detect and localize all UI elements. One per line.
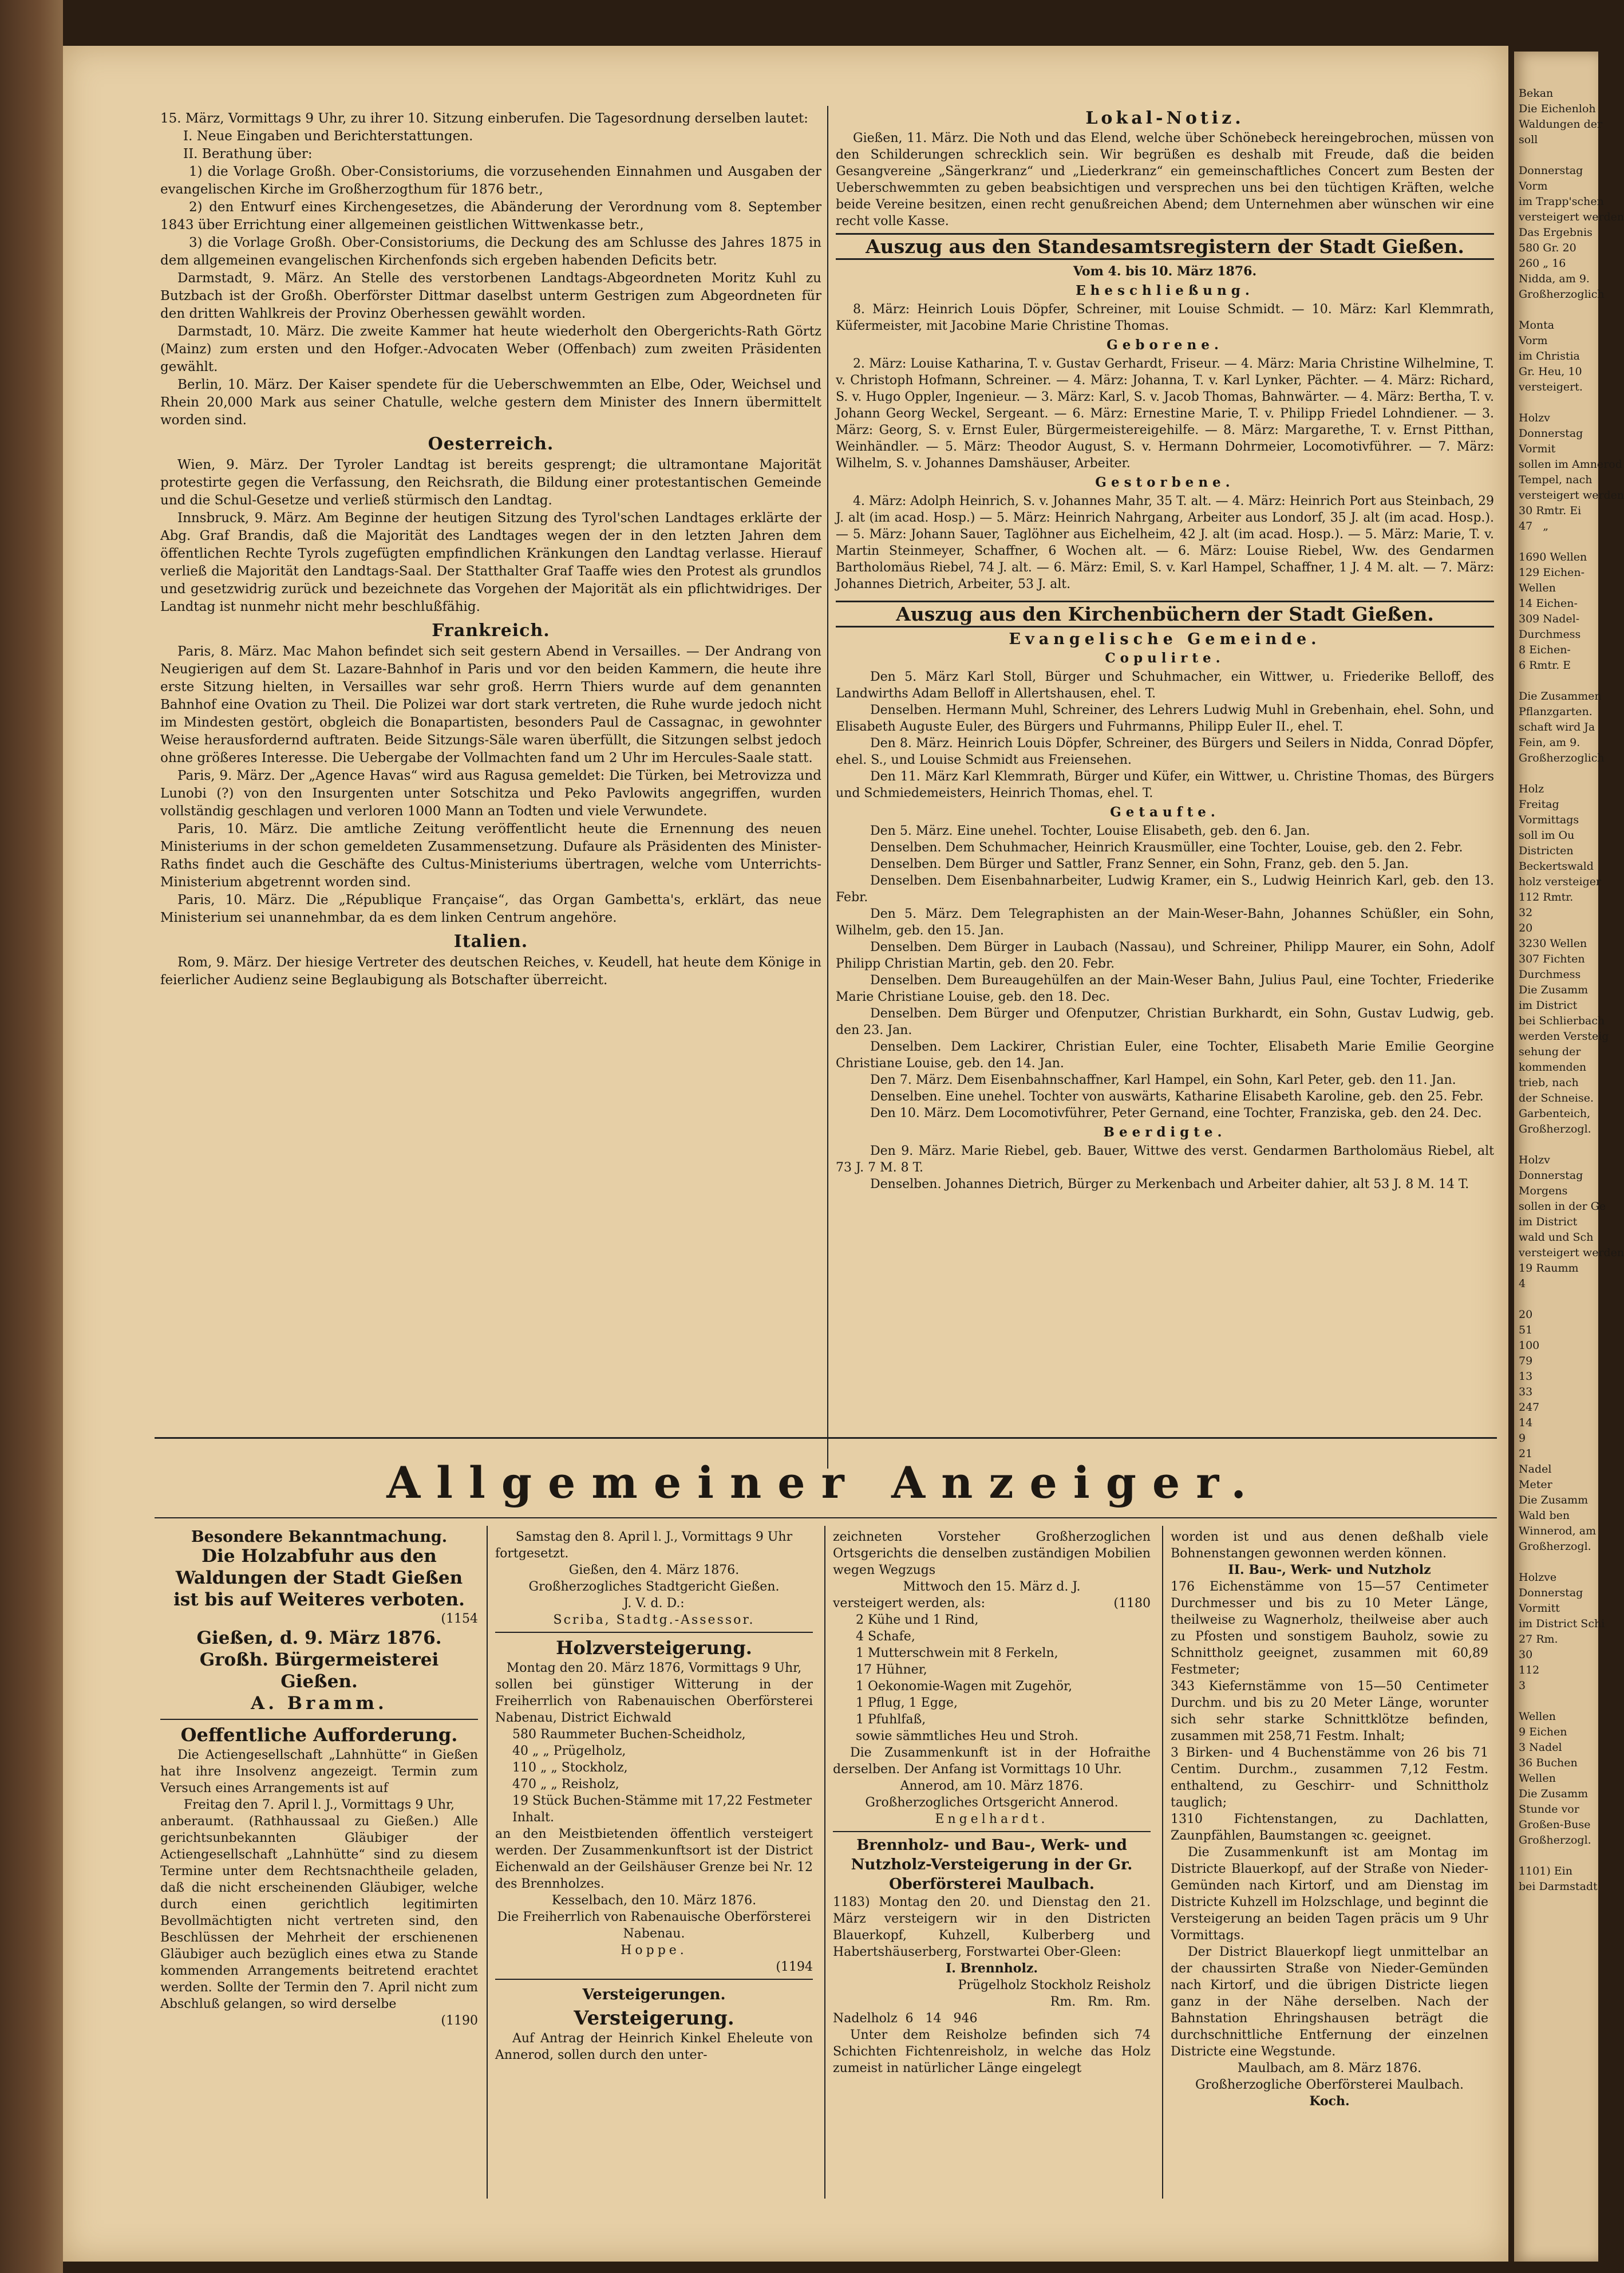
column-rule xyxy=(824,1526,825,2199)
ad-heading: Versteigerung. xyxy=(574,2007,734,2030)
ad-text: 1183) Montag den 20. und Dienstag den 21. März versteigern wir in den Districten Blauerkopf, Kuhzell, Kulberberg und Habertshäuserberg, Forstwartei Ober-Gleen: xyxy=(833,1895,1151,1959)
ad-row: 40 „ „ Prügelholz, xyxy=(512,1744,626,1758)
ad-date: Freitag den 7. April l. J., Vormittags 9 Uhr, xyxy=(183,1798,455,1812)
gestorbene-text: 4. März: Adolph Heinrich, S. v. Johannes Mahr, 35 T. alt. — 4. März: Heinrich Port aus Steinbach, 29 J. alt (im acad. Hosp.) — 5. März: Heinrich Nahrgang, Arbeiter aus Londorf, 35 J. alt (im acad. Hosp.). — 5. März: Johann Sauer, Taglöhner aus Eichelheim, 42 J. alt (im acad. Hosp.). — 5. März: Marie, T. v. Martin Steinmeyer, Schaffner, 6 Wochen alt. — 6. März: Louise Riebel, Ww. des Gendarmen Bartholomäus Riebel, 74 J. alt. — 6. März: Emil, S. v. Karl Hampel, Schaffner, 1 J. 4 M. alt. — 7. März: Johannes Dietrich, Arbeiter, 53 J. alt. xyxy=(836,494,1494,591)
ad-place-date: Annerod, am 10. März 1876. xyxy=(900,1779,1084,1793)
ad-item: 1 Oekonomie-Wagen mit Zugehör, xyxy=(856,1679,1073,1694)
book-binding xyxy=(0,0,63,2273)
news-column-right xyxy=(836,110,1494,1193)
ad-row: 110 „ „ Stockholz, xyxy=(512,1761,628,1775)
ad-heading: Besondere Bekanntmachung. xyxy=(191,1528,448,1546)
ad-place-date: Gießen, den 4. März 1876. xyxy=(568,1563,740,1577)
getaufte-entry: Den 10. März. Dem Locomotivführer, Peter Gernand, eine Tochter, Franziska, geb. den 24. Dec. xyxy=(870,1106,1482,1120)
getaufte-entry: Denselben. Dem Bürger in Laubach (Nassau), und Schreiner, Philipp Maurer, ein Sohn, Adolf Philipp Christian Martin, geb. den 20. Febr. xyxy=(836,940,1494,971)
agenda-item: 3) die Vorlage Großh. Ober-Consistoriums, die Deckung des am Schlusse des Jahres 1875 in dem allgemeinen evangelischen Kirchenfonds sich ergeben habenden Deficits betr. xyxy=(160,235,821,268)
newspaper-page xyxy=(63,46,1508,2262)
ad-signature-name: Koch. xyxy=(1309,2094,1350,2109)
ad-item: 176 Eichenstämme von 15—57 Centimeter Durchmesser und bis zu 10 Meter Länge, theilweise zu Wagnerholz, theilweise aber auch zu Pfosten und sonstigem Bauholz, sowie zu Schnittholz geeignet, zusammen mit 60,89 Festmeter; xyxy=(1171,1580,1488,1677)
ad-item: 1310 Fichtenstangen, zu Dachlatten, Zaunpfählen, Baumstangen ꝛc. geeignet. xyxy=(1171,1812,1488,1843)
column-rule xyxy=(1162,1526,1163,2199)
ad-text-span: versteigert werden, als: xyxy=(833,1596,986,1611)
ad-item: 4 Schafe, xyxy=(856,1629,915,1644)
ad-item: 2 Kühe und 1 Rind, xyxy=(856,1613,979,1627)
beerdigte-entry: Den 9. März. Marie Riebel, geb. Bauer, Wittwe des verst. Gendarmen Bartholomäus Riebel, alt 73 J. 7 M. 8 T. xyxy=(836,1144,1494,1175)
masthead-allgemeiner-anzeiger: Allgemeiner Anzeiger. xyxy=(386,1457,1262,1508)
ad-column-1 xyxy=(160,1529,478,2029)
ad-item: 1 Pfuhlfaß, xyxy=(856,1712,926,1727)
ad-signature: Großherzogliche Oberförsterei Maulbach. xyxy=(1195,2078,1464,2092)
ad-date: Samstag den 8. April l. J., Vormittags 9 Uhr xyxy=(515,1530,793,1544)
getaufte-entry: Den 5. März. Eine unehel. Tochter, Louise Elisabeth, geb. den 6. Jan. xyxy=(870,824,1310,838)
ad-text: sollen bei günstiger Witterung in der Freiherrlich von Rabenauischen Oberförsterei Nabenau, District Eichwald xyxy=(495,1678,813,1725)
news-paris-3: Paris, 10. März. Die amtliche Zeitung veröffentlicht heute die Ernennung des neuen Ministeriums in der schon gemeldeten Zusammensetzung. Dufaure als Präsidenten des Minister-Raths findet auch die Geschäfte des Cultus-Ministeriums übertragen, welche vom Unterrichts-Ministerium abgetrennt worden sind. xyxy=(160,822,821,890)
ad-column-4 xyxy=(1171,1529,1488,2110)
agenda-item: II. Berathung über: xyxy=(183,147,313,161)
section-heading-oesterreich: Oesterreich. xyxy=(428,434,554,454)
news-paris-1: Paris, 8. März. Mac Mahon befindet sich seit gestern Abend in Versailles. — Der Andrang von Neugierigen auf dem St. Lazare-Bahnhof in Paris und vor den beiden Kammern, die heute ihre erste Sitzung hielten, in Versailles war sehr groß. Herrn Thiers wurde auf dem genannten Bahnhof eine Ovation zu Theil. Die Polizei war dort stark vertreten, die Ruhe wurde jedoch nicht im Mindesten gestört, obgleich die Bonapartisten, besonders Paul de Cassagnac, in gewohnter Weise herausfordernd auftraten. Beide Sitzungs-Säle waren überfüllt, die Sitzungen selbst jedoch ohne größeres Interesse. Die Uebergabe der Vollmachten fand um 2 Uhr im Hercules-Saale statt. xyxy=(160,644,821,765)
ad-text: fortgesetzt. xyxy=(495,1546,569,1561)
ad-place-date: Kesselbach, den 10. März 1876. xyxy=(551,1893,757,1908)
ad-text: Auf Antrag der Heinrich Kinkel Eheleute von Annerod, sollen durch den unter- xyxy=(495,2031,813,2062)
geborene-heading: Geborene. xyxy=(1107,337,1223,353)
beerdigte-entry: Denselben. Johannes Dietrich, Bürger zu Merkenbach und Arbeiter dahier, alt 53 J. 8 M. 14 T. xyxy=(870,1177,1469,1191)
agenda-item: 1) die Vorlage Großh. Ober-Consistoriums, die vorzusehenden Einnahmen und Ausgaben der evangelischen Kirche im Großherzogthum für 1876 betr., xyxy=(160,164,821,197)
news-innsbruck: Innsbruck, 9. März. Am Beginne der heutigen Sitzung des Tyrol'schen Landtages erklärte der Abg. Graf Brandis, daß die Majorität des Landtages wegen der in den letzten Jahren dem öffentlichen Rechte Tyrols zugefügten empfindlichen Kränkungen den Landtag verlasse. Hierauf verließ die Majorität den Landtags-Saal. Der Statthalter Graf Taaffe wies den Protest als grundlos und gesetzwidrig zurück und bezeichnete das Vorgehen der Majorität als ein pflichtwidriges. Der Landtag ist nunmehr nicht mehr beschlußfähig. xyxy=(160,511,821,614)
copulirte-entry: Denselben. Hermann Muhl, Schreiner, des Lehrers Ludwig Muhl in Grebenhain, ehel. Sohn, und Elisabeth Auguste Euler, des Bürgers und Fuhrmanns, Philipp Euler II., ehel. T. xyxy=(836,703,1494,734)
ad-row: 470 „ „ Reisholz, xyxy=(512,1777,619,1791)
ad-text xyxy=(833,1595,1151,1612)
ad-bold-notice: Die Holzabfuhr aus den Waldungen der Stadt Gießen ist bis auf Weiteres verboten. xyxy=(173,1546,465,1610)
agenda-item: I. Neue Eingaben und Berichterstattungen. xyxy=(183,129,473,144)
ad-signature: Die Freiherrlich von Rabenauische Oberförsterei Nabenau. xyxy=(497,1910,811,1941)
ad-text: an den Meistbietenden öffentlich versteigert werden. Der Zusammenkunftsort ist der District Eichenwald an der Geilshäuser Grenze bei Nr. 12 des Brennholzes. xyxy=(495,1827,813,1891)
eheschliessung-heading: Eheschließung. xyxy=(1076,283,1254,298)
getaufte-entry: Denselben. Dem Bürger und Ofenputzer, Christian Burkhardt, ein Sohn, Gustav Ludwig, geb. den 23. Jan. xyxy=(836,1007,1494,1037)
ad-heading: Oeffentliche Aufforderung. xyxy=(180,1724,458,1746)
ad-number: (1180 xyxy=(1113,1596,1151,1611)
getaufte-entry: Den 5. März. Dem Telegraphisten an der Main-Weser-Bahn, Johannes Schüßler, ein Sohn, Wilhelm, geb. den 15. Jan. xyxy=(836,907,1494,938)
ad-signature: Großherzogliches Ortsgericht Annerod. xyxy=(865,1795,1119,1810)
evangelische-gemeinde-heading: Evangelische Gemeinde. xyxy=(1009,630,1321,648)
news-wien: Wien, 9. März. Der Tyroler Landtag ist bereits gesprengt; die ultramontane Majorität protestirte gegen die Verfassung, den Reichsrath, die Bildung einer protestantischen Gemeinde und die Schul-Gesetze und verließ stürmisch den Landtag. xyxy=(160,457,821,508)
masthead-rule-top xyxy=(155,1437,1497,1439)
ad-table-header: Prügelholz Stockholz Reisholz xyxy=(958,1978,1151,1992)
ad-signature-name: Scriba, Stadtg.-Assessor. xyxy=(553,1613,755,1627)
ad-text: Die Zusammenkunft ist am Montag im Districte Blauerkopf, auf der Straße von Nieder-Gemünden nach Kirtorf, und am Dienstag im Districte Kuhzell im Holzschlage, und beginnt die Versteigerung an beiden Tagen präcis um 9 Uhr Vormittags. xyxy=(1171,1845,1488,1943)
agenda-intro: 15. März, Vormittags 9 Uhr, zu ihrer 10. Sitzung einberufen. Die Tagesordnung derselben lautet: xyxy=(160,111,808,126)
kirchenbuch-heading: Auszug aus den Kirchenbüchern der Stadt Gießen. xyxy=(836,601,1494,628)
column-rule xyxy=(827,106,828,1469)
ad-signature: Großherzogliches Stadtgericht Gießen. xyxy=(528,1580,780,1594)
eheschliessung-text: 8. März: Heinrich Louis Döpfer, Schreiner, mit Louise Schmidt. — 10. März: Karl Klemmrath, Küfermeister, mit Jacobine Marie Christine Thomas. xyxy=(836,302,1494,333)
news-column-left xyxy=(160,110,821,989)
lokal-notiz: Gießen, 11. März. Die Noth und das Elend, welche über Schönebeck hereingebrochen, müssen von den Schilderungen schrecklich sein. Wir begrüßen es deshalb mit Freude, daß die beiden Gesangvereine „Sängerkranz“ und „Liederkranz“ ein gemeinschaftliches Concert zum Besten der Ueberschwemmten zu geben beabsichtigen und versprechen uns bei den tüchtigen Kräften, welche beide Vereine besitzen, einen recht genußreichen Abend; dem Unternehmen aber wünschen wir eine recht volle Kasse. xyxy=(836,131,1494,228)
ad-text: Unter dem Reisholze befinden sich 74 Schichten Fichtenreisholz, in welche das Holz zumeist in natürlicher Länge eingelegt xyxy=(833,2028,1151,2075)
ad-section: II. Bau-, Werk- und Nutzholz xyxy=(1228,1562,1431,1577)
beerdigte-heading: Beerdigte. xyxy=(1103,1124,1227,1140)
news-paris-4: Paris, 10. März. Die „République Française“, das Organ Gambetta's, erklärt, das neue Ministerium sei unannehmbar, da es dem linken Centrum angehöre. xyxy=(160,893,821,925)
ad-column-2 xyxy=(495,1529,813,2063)
ad-text: Die Actiengesellschaft „Lahnhütte“ in Gießen hat ihre Insolvenz angezeigt. Termin zum Versuch eines Arrangements ist auf xyxy=(160,1748,478,1795)
getaufte-entry: Denselben. Dem Bureaugehülfen an der Main-Weser Bahn, Julius Paul, eine Tochter, Friederike Marie Christiane Louise, geb. den 18. Dec. xyxy=(836,973,1494,1004)
ad-date: Montag den 20. März 1876, Vormittags 9 Uhr, xyxy=(506,1661,802,1675)
ad-item: 17 Hühner, xyxy=(856,1663,927,1677)
ad-column-3 xyxy=(833,1529,1151,2077)
copulirte-entry: Den 8. März. Heinrich Louis Döpfer, Schreiner, des Bürgers und Seilers in Nidda, Conrad Döpfer, ehel. S., und Louise Schmidt aus Freiensehen. xyxy=(836,736,1494,767)
ad-signature: Großh. Bürgermeisterei Gießen. xyxy=(199,1649,439,1692)
getaufte-entry: Denselben. Eine unehel. Tochter von auswärts, Katharine Elisabeth Karoline, geb. den 25. Febr. xyxy=(870,1090,1484,1104)
copulirte-entry: Den 11. März Karl Klemmrath, Bürger und Küfer, ein Wittwer, u. Christine Thomas, des Bürgers und Schmiedemeisters, Heinrich Thomas, ehel. T. xyxy=(836,769,1494,800)
ad-number: (1194 xyxy=(776,1960,813,1974)
ad-place-date: Gießen, d. 9. März 1876. xyxy=(196,1628,442,1648)
agenda-item: 2) den Entwurf eines Kirchengesetzes, die Abänderung der Verordnung vom 8. September 1843 über Errichtung einer allgemeinen geistlichen Wittwenkasse betr., xyxy=(160,200,821,232)
ad-number: (1154 xyxy=(441,1612,478,1626)
ad-signature-name: Engelhardt. xyxy=(935,1812,1049,1826)
getaufte-entry: Denselben. Dem Lackirer, Christian Euler, eine Tochter, Elisabeth Marie Emilie Georgine Christiane Louise, geb. den 14. Jan. xyxy=(836,1040,1494,1071)
news-berlin: Berlin, 10. März. Der Kaiser spendete für die Ueberschwemmten an Elbe, Oder, Weichsel und Rhein 20,000 Mark aus seiner Chatulle, welche gestern dem Minister des Innern übermittelt worden sind. xyxy=(160,377,821,428)
standesamt-dates: Vom 4. bis 10. März 1876. xyxy=(1073,264,1257,279)
ad-heading: Brennholz- und Bau-, Werk- und Nutzholz-Versteigerung in der Gr. Oberförsterei Maulbach. xyxy=(851,1837,1133,1893)
ad-item: 343 Kiefernstämme von 15—50 Centimeter Durchm. und bis zu 20 Meter Länge, worunter sich sehr starke Schnittklötze befinden, zusammen mit 258,71 Festm. Inhalt; xyxy=(1171,1679,1488,1743)
ad-signature-name: Hoppe. xyxy=(621,1943,687,1958)
adjacent-page-text: Bekan Die Eichenloh Waldungen der soll Donnerstag Vorm im Trapp'schen versteigert werden Das Ergebnis 580 Gr. 20 260 „ 16 Nidda, am 9. Großherzoglich Monta Vorm im Christia Gr. Heu, 10 versteigert. Holzv Donnerstag Vormit sollen im Amnerod Tempel, nach versteigert werden 30 Rmtr. Ei 47 „ 1690 Wellen 129 Eichen- Wellen 14 Eichen- 309 Nadel- Durchmess 8 Eichen- 6 Rmtr. E Die Zusammen Pflanzgarten. schaft wird Ja Fein, am 9. Großherzoglich Holz Freitag Vormittags soll im Ou Districten Beckertswald holz versteiger 112 Rmtr. 32 20 3230 Wellen 307 Fichten Durchmess Die Zusamm im District bei Schlierbach werden Versteig sehung der kommenden trieb, nach der Schneise. Garbenteich, Großherzogl. Holzv Donnerstag Morgens sollen in der Ge im District wald und Sch versteigert werden 19 Raumm 4 20 51 100 79 13 33 247 14 9 21 Nadel Meter Die Zusamm Wald ben Winnerod, am Großherzogl. Holzve Donnerstag Vormitt im District Schi 27 Rm. 30 112 3 Wellen 9 Eichen 3 Nadel 36 Buchen Wellen Die Zusamm Stunde vor Großen-Buse Großherzogl. 1101) Ein bei Darmstadt xyxy=(1519,87,1624,1893)
copulirte-heading: Copulirte. xyxy=(1105,650,1225,666)
ad-section: I. Brennholz. xyxy=(946,1961,1038,1976)
gestorbene-heading: Gestorbene. xyxy=(1095,475,1235,490)
ad-item: 1 Pflug, 1 Egge, xyxy=(856,1696,958,1710)
news-paris-2: Paris, 9. März. Der „Agence Havas“ wird aus Ragusa gemeldet: Die Türken, bei Metrovizza und Lunobi (?) von den Insurgenten unter Sotschitza und Peko Pavlowits angegriffen, wurden vollständig geschlagen und verloren 1000 Mann an Todten und viele Verwundete. xyxy=(160,768,821,819)
ad-text: anberaumt. (Rathhaussaal zu Gießen.) Alle gerichtsunbekannten Gläubiger der Actiengesellschaft „Lahnhütte“ sind zu diesem Termine unter dem Rechtsnachtheile geladen, daß die nicht erscheinenden Gläubiger, welche durch einen gerichtlich legitimirten Bevollmächtigten nicht vertreten sind, den Beschlüssen der Mehrheit der erschienenen Gläubiger auch bezüglich eines etwa zu Stande kommenden Arrangements beitretend erachtet werden. Sollte der Termin den 7. April nicht zum Abschluß gelangen, so wird derselbe xyxy=(160,1814,478,2011)
ad-text: Die Zusammenkunft ist in der Hofraithe derselben. Der Anfang ist Vormittags 10 Uhr. xyxy=(833,1746,1151,1777)
ad-heading: Holzversteigerung. xyxy=(556,1637,752,1659)
ad-table-row: Nadelholz 6 14 946 xyxy=(833,2011,978,2026)
ad-row: 19 Stück Buchen-Stämme mit 17,22 Festmeter Inhalt. xyxy=(512,1794,812,1825)
ad-row: 580 Raummeter Buchen-Scheidholz, xyxy=(512,1727,746,1742)
ad-text: Der District Blauerkopf liegt unmittelbar an der chaussirten Straße von Nieder-Gemünden nach Kirtorf, und die übrigen Districte liegen ganz in der Nähe derselben. Nach der Bahnstation Ehringshausen beträgt die durchschnittliche Entfernung der einzelnen Districte eine Wegstunde. xyxy=(1171,1945,1488,2059)
ad-signature: J. V. d. D.: xyxy=(623,1596,685,1611)
ad-date: Mittwoch den 15. März d. J. xyxy=(903,1580,1081,1594)
section-heading-lokal: Lokal-Notiz. xyxy=(1085,108,1244,128)
ad-text: zeichneten Vorsteher Großherzoglichen Ortsgerichts die denselben zuständigen Mobilien wegen Wegzugs xyxy=(833,1530,1151,1577)
adjacent-page-edge xyxy=(1514,52,1624,2262)
news-darmstadt-1: Darmstadt, 9. März. An Stelle des verstorbenen Landtags-Abgeordneten Moritz Kuhl zu Butzbach ist der Großh. Oberförster Dittmar daselbst unterm Gestrigen zum Abgeordneten für den dritten Wahlkreis der Provinz Oberhessen gewählt worden. xyxy=(160,271,821,321)
news-rom: Rom, 9. März. Der hiesige Vertreter des deutschen Reiches, v. Keudell, hat heute dem Könige in feierlicher Audienz seine Beglaubigung als Botschafter überreicht. xyxy=(160,955,821,988)
ad-item: 3 Birken- und 4 Buchenstämme von 26 bis 71 Centim. Durchm., zusammen 7,12 Festm. enthaltend, zu Geschirr- und Schnittholz tauglich; xyxy=(1171,1746,1488,1810)
masthead-rule-bottom xyxy=(155,1517,1497,1518)
getaufte-heading: Getaufte. xyxy=(1110,804,1220,820)
section-heading-italien: Italien. xyxy=(453,932,528,952)
ad-number: (1190 xyxy=(441,2014,478,2028)
ad-signature-name: A. Bramm. xyxy=(251,1693,388,1714)
getaufte-entry: Denselben. Dem Eisenbahnarbeiter, Ludwig Kramer, ein S., Ludwig Heinrich Karl, geb. den 13. Febr. xyxy=(836,874,1494,905)
geborene-text: 2. März: Louise Katharina, T. v. Gustav Gerhardt, Friseur. — 4. März: Maria Christine Wilhelmine, T. v. Christoph Hofmann, Schreiner. — 4. März: Johanna, T. v. Karl Lynker, Pächter. — 4. März: Richard, S. v. Hugo Oppler, Ingenieur. — 3. März: Karl, S. v. Jacob Thomas, Bahnwärter. — 4. März: Bertha, T. v. Johann Georg Weckel, Sergeant. — 6. März: Ernestine Marie, T. v. Philipp Friedel Lohndiener. — 3. März: Georg, S. v. Ernst Euler, Bürgermeistereigehilfe. — 8. März: Margarethe, T. v. Ernst Pitthan, Weinhändler. — 5. März: Theodor August, S. v. Hermann Dohrmeier, Locomotivführer. — 7. März: Wilhelm, S. v. Johannes Damshäuser, Arbeiter. xyxy=(836,357,1494,471)
ad-item: sowie sämmtliches Heu und Stroh. xyxy=(856,1729,1078,1743)
ad-item: 1 Mutterschwein mit 8 Ferkeln, xyxy=(856,1646,1058,1660)
getaufte-entry: Denselben. Dem Schuhmacher, Heinrich Krausmüller, eine Tochter, Louise, geb. den 2. Febr. xyxy=(870,840,1463,855)
standesamt-heading: Auszug aus den Standesamtsregistern der Stadt Gießen. xyxy=(836,233,1494,260)
ad-heading: Versteigerungen. xyxy=(582,1986,726,2003)
news-darmstadt-2: Darmstadt, 10. März. Die zweite Kammer hat heute wiederholt den Obergerichts-Rath Görtz (Mainz) zum ersten und den Hofger.-Advocaten Weber (Offenbach) zum zweiten Präsidenten gewählt. xyxy=(160,324,821,374)
getaufte-entry: Denselben. Dem Bürger und Sattler, Franz Senner, ein Sohn, Franz, geb. den 5. Jan. xyxy=(870,857,1409,871)
ad-table-units: Rm. Rm. Rm. xyxy=(1050,1995,1151,2009)
copulirte-entry: Den 5. März Karl Stoll, Bürger und Schuhmacher, ein Wittwer, u. Friederike Belloff, des Landwirths Adam Belloff in Allertshausen, ehel. T. xyxy=(836,670,1494,701)
column-rule xyxy=(487,1526,488,2199)
ad-place-date: Maulbach, am 8. März 1876. xyxy=(1237,2061,1422,2075)
ad-text: worden ist und aus denen deßhalb viele Bohnenstangen gewonnen werden können. xyxy=(1171,1530,1488,1561)
section-heading-frankreich: Frankreich. xyxy=(432,621,550,641)
getaufte-entry: Den 7. März. Dem Eisenbahnschaffner, Karl Hampel, ein Sohn, Karl Peter, geb. den 11. Jan. xyxy=(870,1073,1456,1087)
